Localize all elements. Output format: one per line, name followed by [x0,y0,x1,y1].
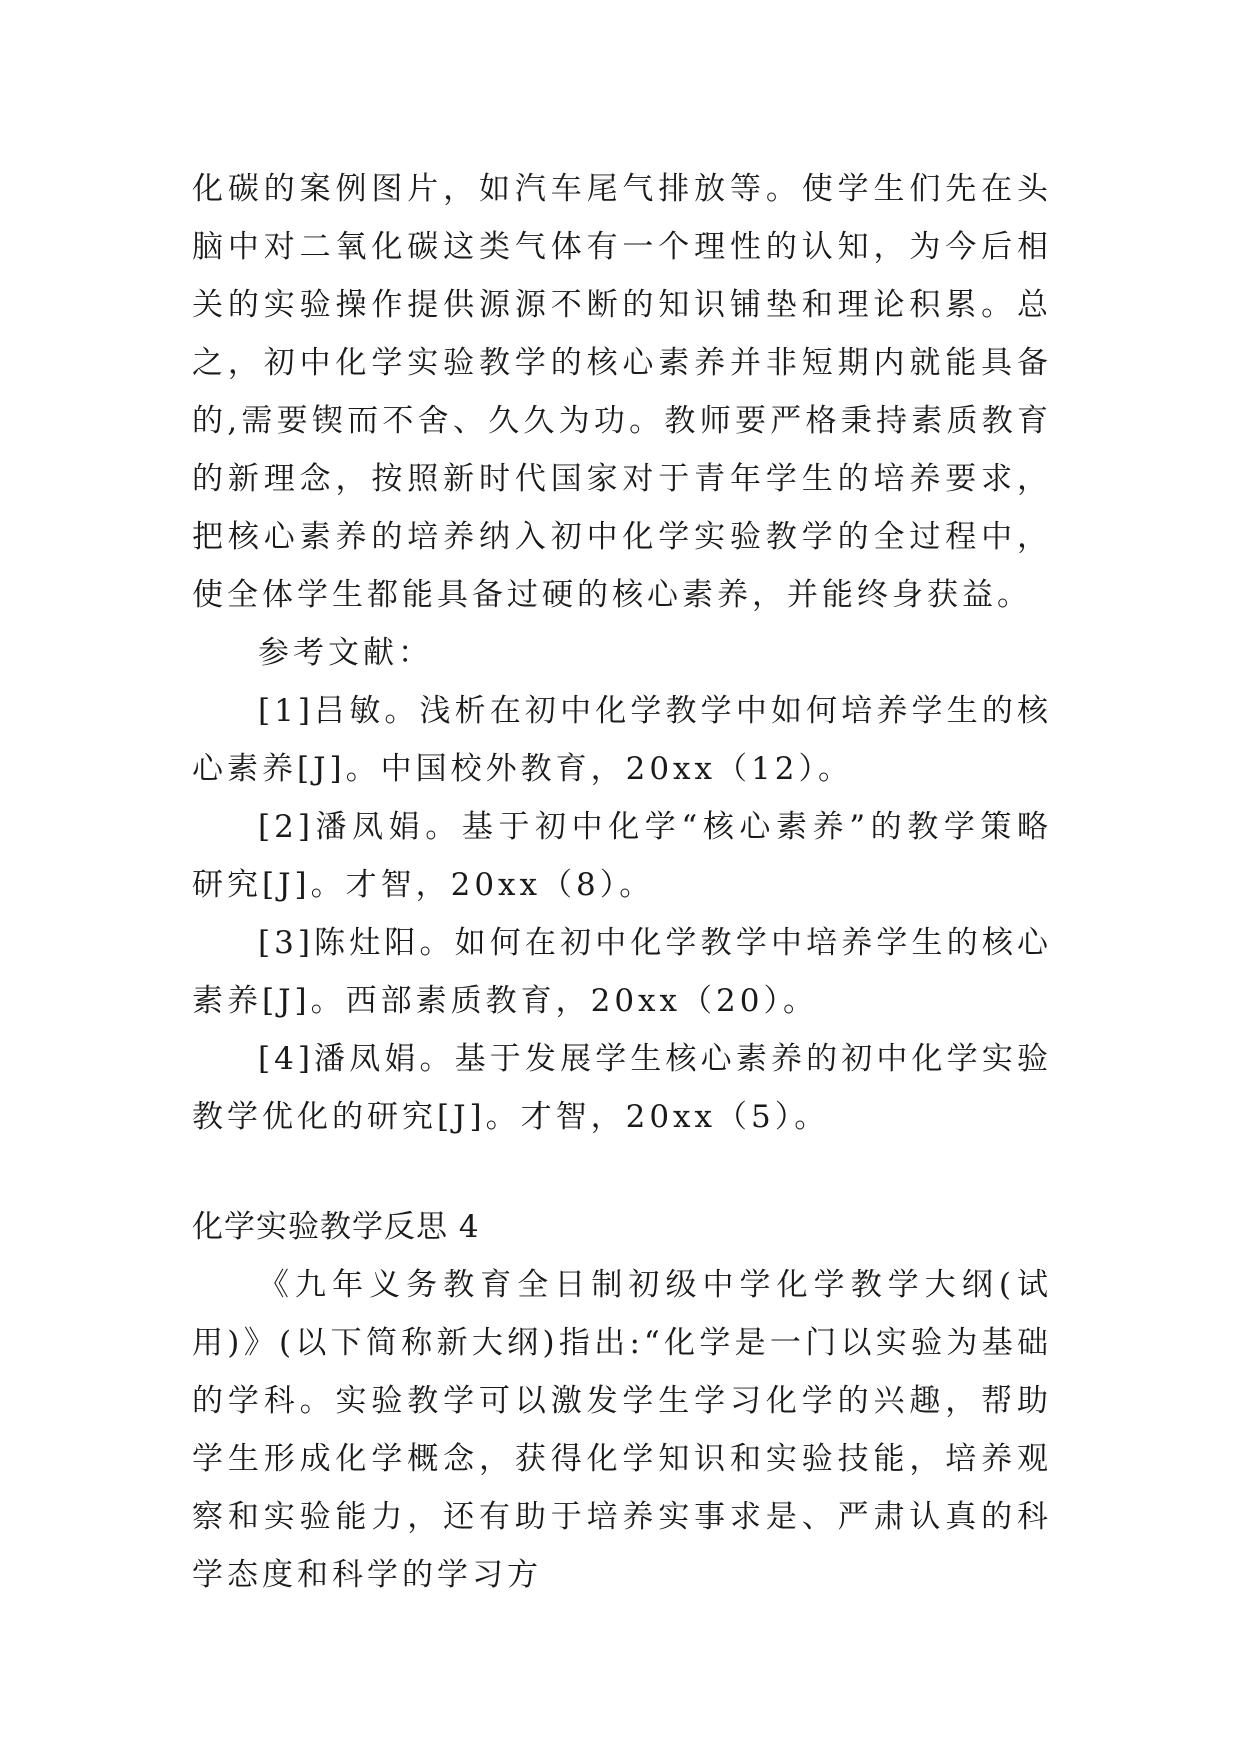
reference-item-3: [3]陈灶阳。如何在初中化学教学中培养学生的核心素养[J]。西部素质教育，20xx（20）。 [192,925,1052,1019]
continuation-paragraph: 化碳的案例图片，如汽车尾气排放等。使学生们先在头脑中对二氧化碳这类气体有一个理性的认知，为今后相关的实验操作提供源源不断的知识铺垫和理论积累。总之，初中化学实验教学的核心素养并非短期内就能具备的,需要锲而不舍、久久为功。教师要严格秉持素质教育的新理念，按照新时代国家对于青年学生的培养要求，把核心素养的培养纳入初中化学实验教学的全过程中，使全体学生都能具备过硬的核心素养，并能终身获益。 [192,171,1052,613]
section-title: 化学实验教学反思 4 [192,1209,480,1245]
document-body [192,160,1052,1604]
reference-item-4: [4]潘凤娟。基于发展学生核心素养的初中化学实验教学优化的研究[J]。才智，20xx（5）。 [192,1041,1052,1135]
section-spacer [192,1146,1052,1198]
reference-item-1: [1]吕敏。浅析在初中化学教学中如何培养学生的核心素养[J]。中国校外教育，20xx（12）。 [192,693,1052,787]
references-heading: 参考文献： [258,635,433,671]
reference-item-2: [2]潘凤娟。基于初中化学“核心素养”的教学策略研究[J]。才智，20xx（8）。 [192,809,1052,903]
section-paragraph: 《九年义务教育全日制初级中学化学教学大纲(试用)》(以下简称新大纲)指出:“化学是一门以实验为基础的学科。实验教学可以激发学生学习化学的兴趣，帮助学生形成化学概念，获得化学知识和实验技能，培养观察和实验能力，还有助于培养实事求是、严肃认真的科学态度和科学的学习方 [192,1267,1052,1593]
